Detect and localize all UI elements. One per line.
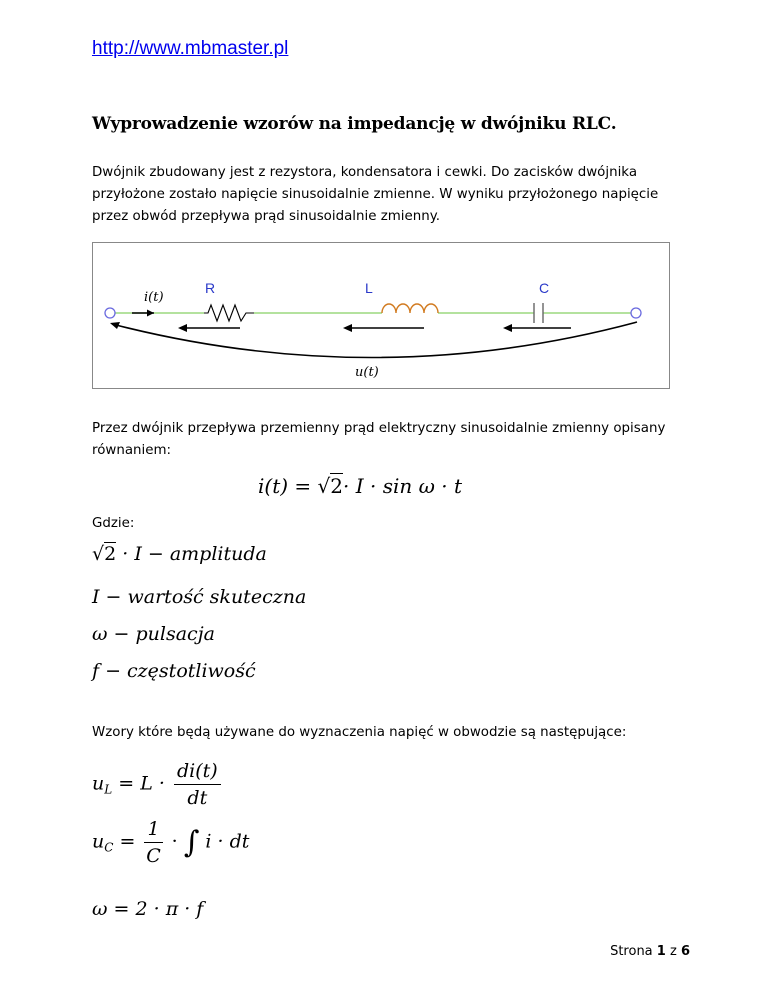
voltage-label: u(t) — [355, 365, 379, 380]
resistor-symbol — [204, 305, 254, 321]
definition-amplitude: √2 · I − amplituda — [92, 543, 267, 565]
formula-uL-numerator: di(t) — [174, 760, 221, 785]
formula-inductor-voltage: $u_L = L$ · $\frac{di(t)}{dt}$ — [92, 760, 224, 809]
inductor-symbol — [382, 304, 438, 313]
capacitor-label: C — [539, 280, 550, 296]
terminal-right — [631, 308, 641, 318]
circuit-diagram — [92, 242, 672, 390]
inductor-label: L — [365, 280, 373, 296]
diagram-frame — [93, 243, 670, 389]
formulas-paragraph: Wzory które będą używane do wyznaczenia napięć w obwodzie są następujące: — [92, 725, 627, 740]
equation-rhs: · I · sin ω · t — [343, 474, 463, 498]
terminal-left — [105, 308, 115, 318]
formula-uC-denominator: C — [146, 845, 161, 867]
definition-pulsation: ω − pulsacja — [92, 623, 215, 645]
formula-capacitor-voltage: $u_C$ = $\frac{1}{C}$ · ∫ i · dt — [92, 818, 250, 867]
current-equation: i(t) = √2· I · sin ω · t — [258, 474, 463, 498]
definition-rms: I − wartość skuteczna — [92, 586, 307, 608]
where-label: Gdzie: — [92, 516, 135, 531]
integral-sign: ∫ — [183, 825, 200, 860]
formula-uL-denominator: dt — [187, 787, 208, 809]
page-title: Wyprowadzenie wzorów na impedancję w dwójniku RLC. — [92, 114, 617, 134]
page-footer: Strona 1 z 6 — [610, 944, 690, 959]
resistor-label: R — [205, 280, 216, 296]
header-link[interactable]: http://www.mbmaster.pl — [92, 38, 289, 59]
equation-lhs: i(t) = — [258, 474, 318, 498]
current-label: i(t) — [144, 290, 164, 305]
formula-uC-numerator: 1 — [144, 818, 162, 843]
definition-frequency: f − częstotliwość — [92, 660, 256, 682]
formula-omega: ω = 2 · π · f — [92, 898, 204, 920]
intro-paragraph: Dwójnik zbudowany jest z rezystora, kondensatora i cewki. Do zacisków dwójnika przyłożone zostało napięcie sinusoidalnie zmienne. W wyniku przyłożonego napięcie przez obwód przepływa prąd sinusoidalnie zmienny. — [92, 165, 659, 224]
current-paragraph: Przez dwójnik przepływa przemienny prąd elektryczny sinusoidalnie zmienny opisany równaniem: — [92, 421, 666, 458]
sqrt-argument: 2 — [330, 474, 343, 498]
